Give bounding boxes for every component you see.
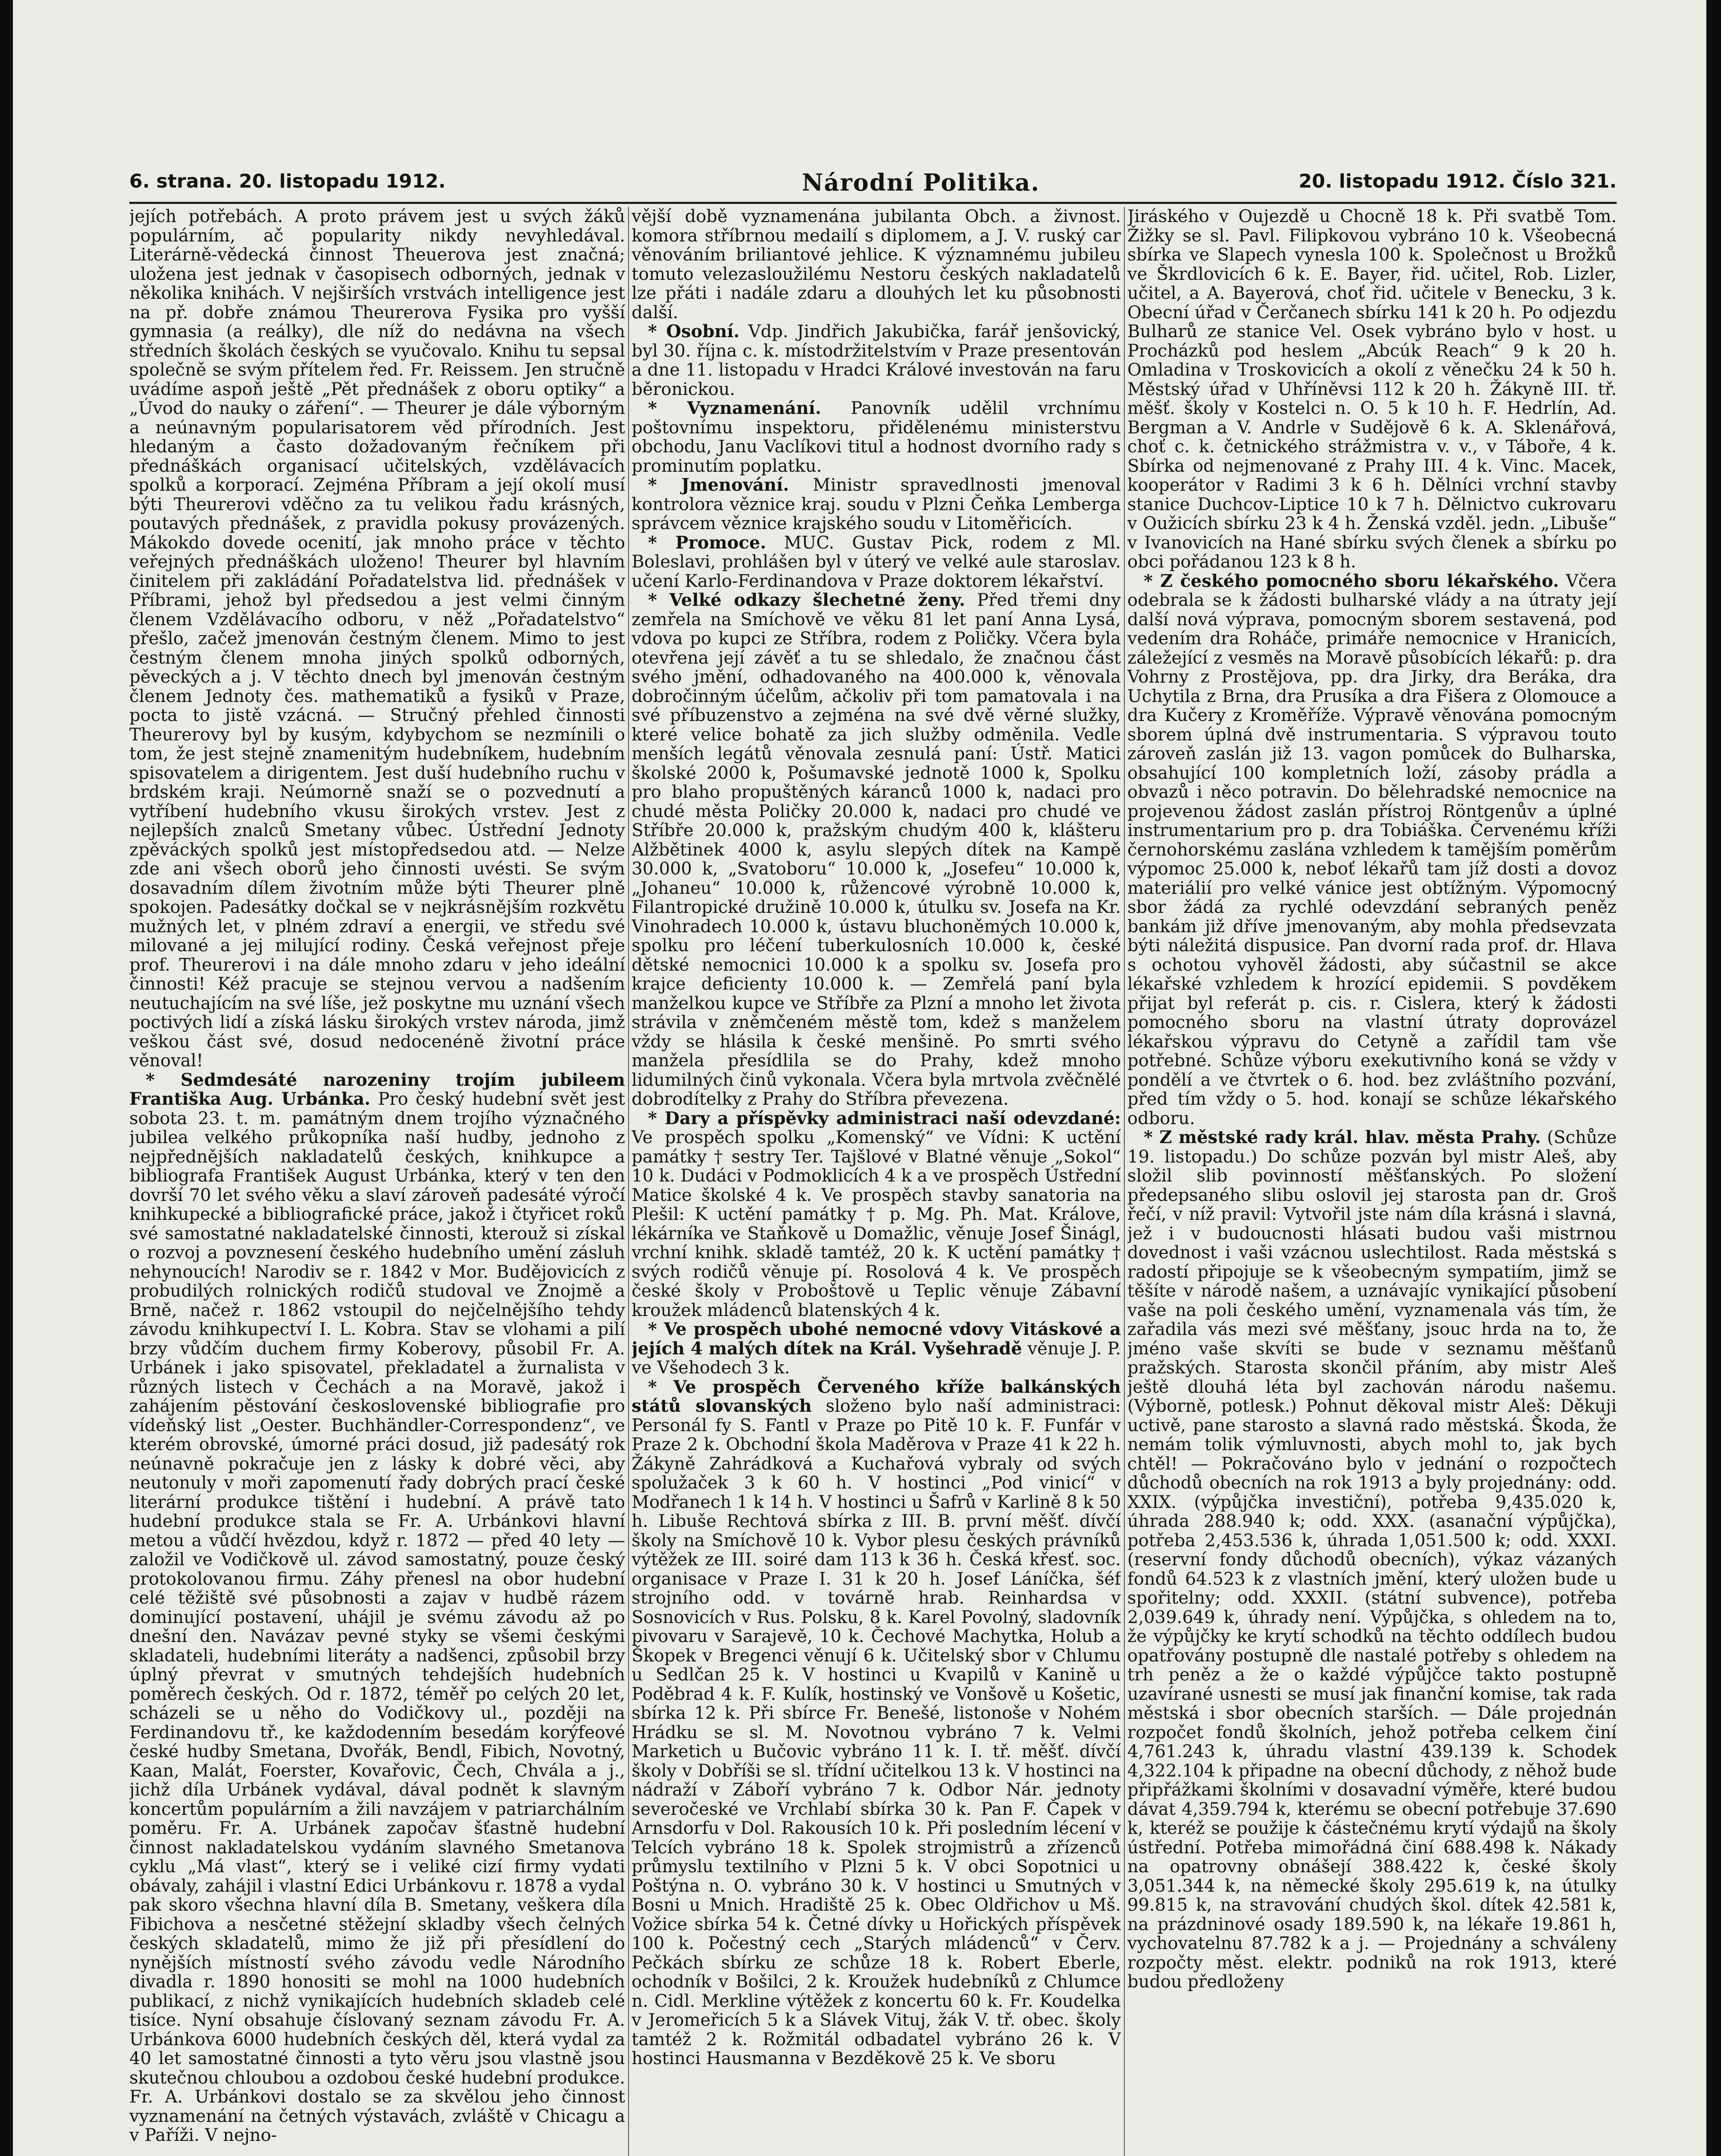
article-heading: * Sedmdesáté narozeniny trojím jubileem Františka Aug. Urbánka. xyxy=(129,1069,625,1109)
article-paragraph xyxy=(1127,1128,1617,1992)
article-heading: * Ve prospěch Červeného kříže balkánských států slovanských xyxy=(632,1376,1121,1416)
article-text: Včera odebrala se k žádosti bulharské vlády a na útraty její další nová výprava, pomocným sborem sestavená, pod vedením dra Roháče, primáře nemocnice v Hranicích, záležející z vesměs na Moravě působících lékařů: p. dra Vohrny z Prostějova, pp. dra Jirky, dra Beráka, dra Uchytila z Brna, dra Prusíka a dra Fišera z Olomouce a dra Kučery z Kroměříže. Výpravě věnována pomocným sborem úplná dvě instrumentaria. S výpravou touto zároveň zaslán již 13. vagon pomůcek do Bulharska, obsahující 100 kompletních loží, zásoby prádla a obvazů i něco potravin. Do bělehradské nemocnice na projevenou žádost zaslán přístroj Röntgenův a úplné instrumentarium pro p. dra Tobiáška. Červenému kříži černohorskému zaslána vzhledem k tamějším poměrům výpomoc 25.000 k, neboť lékařů tam jíž dosti a dovoz materiálií pro velké vánice jest obtížným. Výpomocný sbor žádá za rychlé odevzdání sebraných peněz bankám již dříve jmenovaným, aby mohla předsevzata býti náležitá dispusice. Pan dvorní rada prof. dr. Hlava s ochotou vyhověl žádosti, aby súčastnil se akce lékařské vzhledem k hrozící epidemii. S povděkem přijat byl referát p. cis. r. Cislera, který k žádosti pomocného sboru na vlastní útraty doprovázel lékařskou výpravu do Cetyně a zařídil tam vše potřebné. Schůze výboru exekutivního koná se vždy v pondělí a ve čtvrtek o 6. hod. bez zvláštního pozvání, před tím vždy o 5. hod. konají se schůze lékařského odboru. xyxy=(1127,571,1617,1128)
article-paragraph xyxy=(632,322,1121,399)
article-text: Ministr spravedlnosti jmenoval kontrolora věznice kraj. soudu v Plzni Čeňka Lemberga správcem věznice krajského soudu v Litoměřicích. xyxy=(632,475,1121,533)
article-paragraph xyxy=(632,476,1121,533)
masthead-title: Národní Politika. xyxy=(802,169,1040,196)
article-paragraph xyxy=(632,591,1121,1109)
header-issue-number: 20. listopadu 1912. Číslo 321. xyxy=(1299,170,1617,192)
header-page-date: 6. strana. 20. listopadu 1912. xyxy=(129,170,446,192)
article-text: jejích potřebách. A proto právem jest u svých žáků populárním, ač popularity nikdy nevyhledával. Literárně-vědecká činnost Theuerova jest značná; uložena jest jednak v časopisech odborných, jednak v několika knihách. V nejširších vrstvách intelligence jest na př. dobře známou Theurerova Fysika pro vyšší gymnasia (a reálky), dle níž do nedávna na všech středních školách českých se vyučovalo. Knihu tu sepsal společně se svým přítelem řed. Fr. Reissem. Jen stručně uvádíme aspoň ještě „Pět přednášek z oboru optiky“ a „Úvod do nauky o záření“. — Theurer je dále výborným a neúnavným popularisatorem věd přírodních. Jest hledaným a často dožadovaným řečníkem při přednáškách organisací učitelských, vzdělávacích spolků a korporací. Zejména Příbram a její okolí musí býti Theurerovi vděčno za tu velikou řadu krásných, poutavých přednášek, z pravidla pokusy provázených. Mákokdo dovede ocenití, jak mnoho práce v těchto veřejných přednáškách uloženo! Theurer byl hlavním činitelem při zakládání Pořadatelstva lid. přednášek v Příbrami, jehož byl předsedou a jest velmi činným členem Vzdělávacího odboru, v něž „Pořadatelstvo“ přešlo, začež jmenován čestným členem. Mimo to jest čestným členem mnoha jiných spolků odborných, pěveckých a j. V těchto dnech byl jmenován čestným členem Jednoty čes. mathematiků a fysiků v Praze, pocta to jistě vzácná. — Stručný přehled činnosti Theurerovy byl by kusým, kdybychom se nezmínili o tom, že jest stejně znamenitým hudebníkem, hudebním spisovatelem a dirigentem. Jest duší hudebního ruchu v brdském kraji. Neúmorně snaží se o pozvednutí a vytříbení hudebního vkusu širokých vrstev. Jest z nejlepších znalců Smetany vůbec. Ústřední Jednoty zpěváckých spolků jest místopředsedou atd. — Nelze zde ani všech oborů jeho činnosti uvésti. Se svým dosavadním dílem životním může býti Theurer plně spokojen. Padesátky dočkal se v nejkrásnějším rozkvětu mužných let, v plném zdraví a energii, ve středu své milované a jej milující rodiny. Česká veřejnost přeje prof. Theurerovi i na dále mnoho zdaru v jeho ideální činnosti! Kéž pracuje se stejnou vervou a nadšením neutuchajícím na své líše, jež poskytne mu uznání všech poctivých lidí a získá lásku širokých vrstev národa, jimž veškou část své, dosud nedocenéně životní práce věnoval! xyxy=(129,207,625,1071)
header-rule xyxy=(129,202,1617,204)
article-text: (Schůze 19. listopadu.) Do schůze pozván byl mistr Aleš, aby složil slib povinností měšťanských. Po složení předepsaného slibu oslovil jej starosta pan dr. Groš řečí, v níž pravil: Vytvořil jste nám díla krásná i slavná, jež i v budoucnosti hlásati budou vaši mistrnou dovednost i vaši vzácnou uslechtilost. Rada městská s radostí připojuje se k všeobecným sympatiím, jimž se těšíte v národě našem, a uznávajíc vynikající působení vaše na poli českého umění, vyznamenala vás tím, že zařadila vás mezi své měšťany, jsouc hrda na to, že jméno vaše skvíti se bude v seznamu měšťanů pražských. Starosta skončil přáním, aby mistr Aleš ještě dlouhá léta byl zachován národu našemu. (Výborně, potlesk.) Pohnut děkoval mistr Aleš: Děkuji uctivě, pane starosto a slavná rado městská. Škoda, že nemám tolik výmluvnosti, abych mohl to, jak bych chtěl! — Pokračováno bylo v jednání o rozpočtech důchodů obecních na rok 1913 a byly projednány: odd. XXIX. (výpůjčka investiční), potřeba 9,435.020 k, úhrada 288.940 k; odd. XXX. (asanační výpůjčka), potřeba 2,453.536 k, úhrada 1,051.500 k; odd. XXXI. (reservní fondy důchodů obecních), výkaz vázaných fondů 64.523 k z vlastních jmění, který uložen bude u spořitelny; odd. XXXII. (státní subvence), potřeba 2,039.649 k, úhrady není. Výpůjčka, s ohledem na to, že výpůjčky ke krytí schodků na těchto oddílech budou opatřovány postupně dle nastalé potřeby s ohledem na trh peněz a že o každé výpůjčce takto postupně uzavírané usnesti se musí jak finanční komise, tak rada městská i sbor obecních starších. — Dále projednán rozpočet fondů školních, jehož potřeba celkem činí 4,761.243 k, úhradu vlastní 439.139 k. Schodek 4,322.104 k připadne na obecní důchody, z něhož bude připřážkami školními v dosavadní výměře, které budou dávat 4,359.794 k, kterému se obecní potřebuje 37.690 k, kteréž se použije k částečnému krytí výdajů na školy ústřední. Potřeba mimořádná činí 688.498 k. Nákady na opatrovny obnášejí 388.422 k, české školy 3,051.344 k, na německé školy 295.619 k, na útulky 99.815 k, na stravování chudých škol. dítek 42.581 k, na prázdninové osady 189.590 k, na lékaře 19.861 h, vychovatelnu 87.782 k a j. — Projednány a schváleny rozpočty měst. elektr. podniků na rok 1913, které budou předloženy xyxy=(1127,1128,1617,1992)
article-paragraph xyxy=(129,1071,625,2145)
scan-border-right xyxy=(1706,0,1721,2156)
article-paragraph xyxy=(1127,572,1617,1128)
article-heading: * Vyznamenání. xyxy=(648,398,821,418)
article-text: Panovník udělil vrchnímu poštovnímu inspektoru, přidělenému ministerstvu obchodu, Janu Vaclíkovi titul a hodnost dvorního rady s prominutím poplatku. xyxy=(632,398,1121,476)
article-heading: * Z českého pomocného sboru lékařského. xyxy=(1144,570,1559,591)
article-text: Vdp. Jindřich Jakubička, farář jenšovický, byl 30. října c. k. místodržitelstvím v Praze presentován a dne 11. listopadu v Hradci Králové investován na faru běronickou. xyxy=(632,322,1121,399)
article-heading: * Z městské rady král. hlav. města Prahy. xyxy=(1144,1127,1541,1147)
article-text: MUC. Gustav Pick, rodem z Ml. Boleslavi, prohlášen byl v úterý ve velké aule staroslav. učení Karlo-Ferdinandova v Praze doktorem lékařství. xyxy=(632,533,1121,591)
column-3 xyxy=(1127,207,1617,2156)
article-text: Jiráského v Oujezdě u Chocně 18 k. Při svatbě Tom. Žižky se sl. Pavl. Filipkovou vybráno 10 k. Všeobecná sbírka ve Slapech vynesla 100 k. Společnost u Brožků ve Škrdlovicích 6 k. E. Bayer, řid. učitel, Rob. Lizler, učitel, a A. Bayerová, choť řid. učitele v Benecku, 3 k. Obecní úřad v Čerčanech sbírku 141 k 20 h. Po odjezdu Bulharů ze stanice Vel. Osek vybráno bylo v host. u Procházků pod heslem „Abcúk Reach“ 9 k 20 h. Omladina v Troskovicích a okolí z věnečku 24 k 50 h. Městský úřad v Uhříněvsi 112 k 20 h. Žákyně III. tř. měšť. školy v Kostelci n. O. 5 k 10 h. F. Hedrlín, Ad. Bergman a V. Andrle v Sudějově 6 k. A. Sklenářová, choť c. k. četnického strážmistra v. v., v Táboře, 4 k. Sbírka od nejmenované z Prahy III. 4 k. Vinc. Macek, kooperátor v Radimi 3 k 6 h. Dělníci vrchní stavby stanice Duchcov-Liptice 10 k 7 h. Dělnictvo cukrovaru v Oužicích sbírku 23 k 4 h. Ženská vzděl. jedn. „Libuše“ v Ivanovicích na Hané sbírku svých členek a sbírku po obci pořádanou 123 k 8 h. xyxy=(1127,207,1617,572)
article-heading: * Dary a příspěvky administraci naší odevzdané: xyxy=(648,1108,1121,1128)
article-text: Ve prospěch spolku „Komenský“ ve Vídni: K uctění památky † sestry Ter. Tajšlové v Blatné věnuje „Sokol“ 10 k. Dudáci v Podmoklicích 4 k a ve prospěch Ústřední Matice školské 4 k. Ve prospěch stavby sanatoria na Plešil: K uctění památky † p. Mg. Ph. Mat. Králove, lékárníka ve Staňkově u Domažlic, věnuje Josef Šinágl, vrchní knihk. skladě tamtéž, 20 k. K uctění památky † svých rodičů věnuje pí. Rosolová 4 k. Ve prospěch české školy v Proboštově u Teplic věnuje Zábavní kroužek mládenců blatenských 4 k. xyxy=(632,1128,1121,1320)
article-text: Pro český hudební svět jest sobota 23. t. m. památným dnem trojího význačného jubilea velkého průkopníka naší hudby, jednoho z nejpřednějších nakladatelů českých, knihkupce a bibliografa František August Urbánka, který v ten den dovrší 70 let svého věku a slaví zároveň padesáté výročí knihkupecké a bibliografické práce, jakož i čtyřicet roků své samostatné nakladatelské činnosti, kterouž si získal o rozvoj a povznesení českého hudebního umění zásluh nehynoucích! Narodiv se r. 1842 v Mor. Budějovicích z probudilých rolnických rodičů studoval ve Znojmě a Brně, načež r. 1862 vstoupil do nejčelnějšího tehdy závodu knihkupectví I. L. Kobra. Stav se vlohami a pilí brzy vůdčím duchem firmy Koberovy, působil Fr. A. Urbánek i jako spisovatel, překladatel a žurnalista v různých listech v Čechách a na Moravě, jakož i zahájením pěstování československé bibliografie pro vídeňský list „Oester. Buchhändler-Correspondenz“, ve kterém obrovské, úmorné práci dosud, již padesátý rok neúnavně pokračuje jen z lásky k dobré věci, aby neutonuly v moři zapomenutí řady dobrých prací české literární produkce tištění i hudební. A právě tato hudební produkce stala se Fr. A. Urbánkovi hlavní metou a vůdčí hvězdou, když r. 1872 — před 40 lety — založil ve Vodičkově ul. závod samostatný, pouze český protokolovanou firmu. Záhy přenesl na obor hudební celé těžiště své působnosti a zajav v hudbě rázem dominující postavení, uhájil je svému závodu až po dnešní den. Navázav pevné styky se všemi českými skladateli, hudebními literáty a nadšenci, způsobil brzy úplný převrat v smutných tehdejších hudebních poměrech českých. Od r. 1872, téměř po celých 20 let, scházeli se u něho do Vodičkovy ul., později na Ferdinandovu tř., ke každodenním besedám korýfeové české hudby Smetana, Dvořák, Bendl, Fibich, Novotný, Kaan, Malát, Foerster, Kovařovic, Čech, Chvála a j., jichž díla Urbánek vydával, dával podnět k slavným koncertům populárním a žili navzájem v patriarchálním poměru. Fr. A. Urbánek započav šťastně hudební činnost nakladatelskou vydáním slavného Smetanova cyklu „Má vlast“, který se i veliké cizí firmy vydati obávaly, zahájil i vlastní Edici Urbánkovu r. 1878 a vydal pak skoro všechna hlavní díla B. Smetany, veškera díla Fibichova a nesčetné stěžejní skladby všech čelných českých skladatelů, mimo že již při přesídlení do nynějších místností svého závodu vedle Národního divadla r. 1890 honositi se mohl na 1000 hudebních publikací, z nichž vynikajících hudebních skladeb celé tisíce. Nyní obsahuje číslovaný seznam závodu Fr. A. Urbánkova 6000 hudebních českých děl, která vydal za 40 let samostatné činnosti a tyto věru jsou vlastně jsou skutečnou chloubou a ozdobou české hudební produkce. Fr. A. Urbánkovi dostalo se za skvělou jeho činnost vyznamenání na četných výstavách, zvláště v Chicagu a v Paříži. V nejno- xyxy=(129,1089,625,2145)
article-paragraph xyxy=(632,1320,1121,1378)
article-heading: * Osobní. xyxy=(648,321,740,342)
article-paragraph xyxy=(632,1378,1121,2068)
article-paragraph xyxy=(632,399,1121,476)
column-divider xyxy=(628,207,629,2156)
article-heading: * Ve prospěch ubohé nemocné vdovy Vitáskové a jejích 4 malých dítek na Král. Vyšehradě xyxy=(632,1319,1121,1359)
column-2 xyxy=(632,207,1121,2156)
article-heading: * Jmenování. xyxy=(648,475,789,495)
article-paragraph xyxy=(632,533,1121,591)
article-text: Před třemi dny zemřela na Smíchově ve věku 81 let paní Anna Lysá, vdova po kupci ze Stříbra, rodem z Poličky. Včera byla otevřena její závěť a tu se shledalo, že značnou část svého jmění, odhadovaného na 400.000 k, věnovala dobročinným účelům, ačkoliv při tom pamatovala i na své příbuzenstvo a zejména na své dvě věrné služky, které velice bohatě za jich služby odměnila. Vedle menších legátů věnovala zesnulá paní: Ústř. Matici školské 2000 k, Pošumavské jednotě 1000 k, Spolku pro blaho propuštěných káranců 1000 k, nadaci pro chudé města Poličky 20.000 k, nadaci pro chudé ve Stříbře 20.000 k, pražským chudým 400 k, klášteru Alžbětinek 4000 k, asylu slepých dítek na Kampě 30.000 k, „Svatoboru“ 10.000 k, „Josefeu“ 10.000 k, „Johaneu“ 10.000 k, růžencové výrobně 10.000 k, Filantropické družině 10.000 k, útulku sv. Josefa na Kr. Vinohradech 10.000 k, ústavu bluchoněmých 10.000 k, spolku pro léčení tuberkulosních 10.000 k, české dětské nemocnici 10.000 k a spolku sv. Josefa pro krajce deficienty 10.000 k. — Zemřelá paní byla manželkou kupce ve Stříbře za Plzní a mnoho let života strávila v zněmčeném městě tom, kdež s manželem vždy se hlásila k české menšině. Po smrti svého manžela přesídlila se do Prahy, kdež mnoho lidumilných činů vykonala. Včera byla mrtvola zvěčnělé dobrodítelky z Prahy do Stříbra převezena. xyxy=(632,590,1121,1109)
article-text: složeno bylo naší administraci: Personál fy S. Fantl v Praze po Pitě 10 k. F. Funfár v Praze 2 k. Obchodní škola Maděrova v Praze 41 k 22 h. Žákyně Zahrádková a Kuchařová vybraly od svých spolužaček 3 k 60 h. V hostinci „Pod vinicí“ v Modřanech 1 k 14 h. V hostinci u Šafrů v Karlině 8 k 50 h. Libuše Rechtová sbírka z III. B. první měšť. dívčí školy na Smíchově 10 k. Vybor plesu českých právníků výtěžek ze III. soiré dam 113 k 36 h. Česká křesť. soc. organisace v Praze I. 31 k 20 h. Josef Láníčka, šéf strojního odd. v továrně hrab. Reinhardsa v Sosnovicích v Rus. Polsku, 8 k. Karel Povolný, sladovník pivovaru v Sarajevě, 10 k. Čechové Machytka, Holub a Škopek v Bregenci věnují 6 k. Učitelský sbor v Chlumu u Sedlčan 25 k. V hostinci u Kvapilů v Kanině u Poděbrad 4 k. F. Kulík, hostinský ve Vonšově u Košetic, sbírka 12 k. Při sbírce Fr. Benešé, listonoše v Nohém Hrádku se sl. M. Novotnou vybráno 7 k. Velmi Marketich u Bučovic vybráno 11 k. I. tř. měšť. dívčí školy v Dobříši se sl. třídní učitelkou 13 k. V hostinci na nádraží v Záboří vybráno 7 k. Odbor Nár. jednoty severočeské ve Vrchlabí sbírka 30 k. Pan F. Čapek v Arnsdorfu v Dol. Rakousích 10 k. Při posledním lécení v Telcích vybráno 18 k. Spolek strojmistrů a zřízenců průmyslu textilního v Plzni 5 k. V obci Sopotnici u Poštýna n. O. vybráno 30 k. V hostinci u Smutných v Bosni u Mnich. Hradiště 25 k. Obec Oldřichov u Mš. Vožice sbírka 54 k. Četné dívky u Hořických příspěvek 100 k. Počestný cech „Starých mládenců“ v Červ. Pečkách sbírku ze schůze 18 k. Robert Eberle, ochodník v Bošilci, 2 k. Kroužek hudebníků z Chlumce n. Cidl. Merkline výtěžek z koncertu 60 k. Fr. Koudelka v Jeromeřicích 5 k a Slávek Vituj, žák V. tř. obec. školy tamtéž 2 k. Rožmitál odbadatel vybráno 26 k. V hostinci Hausmanna v Bezděkově 25 k. Ve sboru xyxy=(632,1396,1121,2068)
column-1 xyxy=(129,207,625,2156)
article-paragraph xyxy=(632,1109,1121,1320)
scan-border-left xyxy=(0,0,13,2156)
page-header xyxy=(129,166,1617,201)
article-heading: * Velké odkazy šlechetné ženy. xyxy=(648,590,965,610)
article-text: věnuje J. P. ve Všehodech 3 k. xyxy=(632,1338,1121,1378)
article-heading: * Promoce. xyxy=(648,532,767,553)
column-divider xyxy=(1124,207,1125,2156)
article-text: vější době vyznamenána jubilanta Obch. a živnost. komora stříbrnou medailí s diplomem, a J. V. ruský car věnováním briliantové jehlice. K významnému jubileu tomuto velezasloužilému Nestoru českých nakladatelů lze přáti i nadále zdaru a dlouhých let ku působnosti další. xyxy=(632,207,1121,323)
